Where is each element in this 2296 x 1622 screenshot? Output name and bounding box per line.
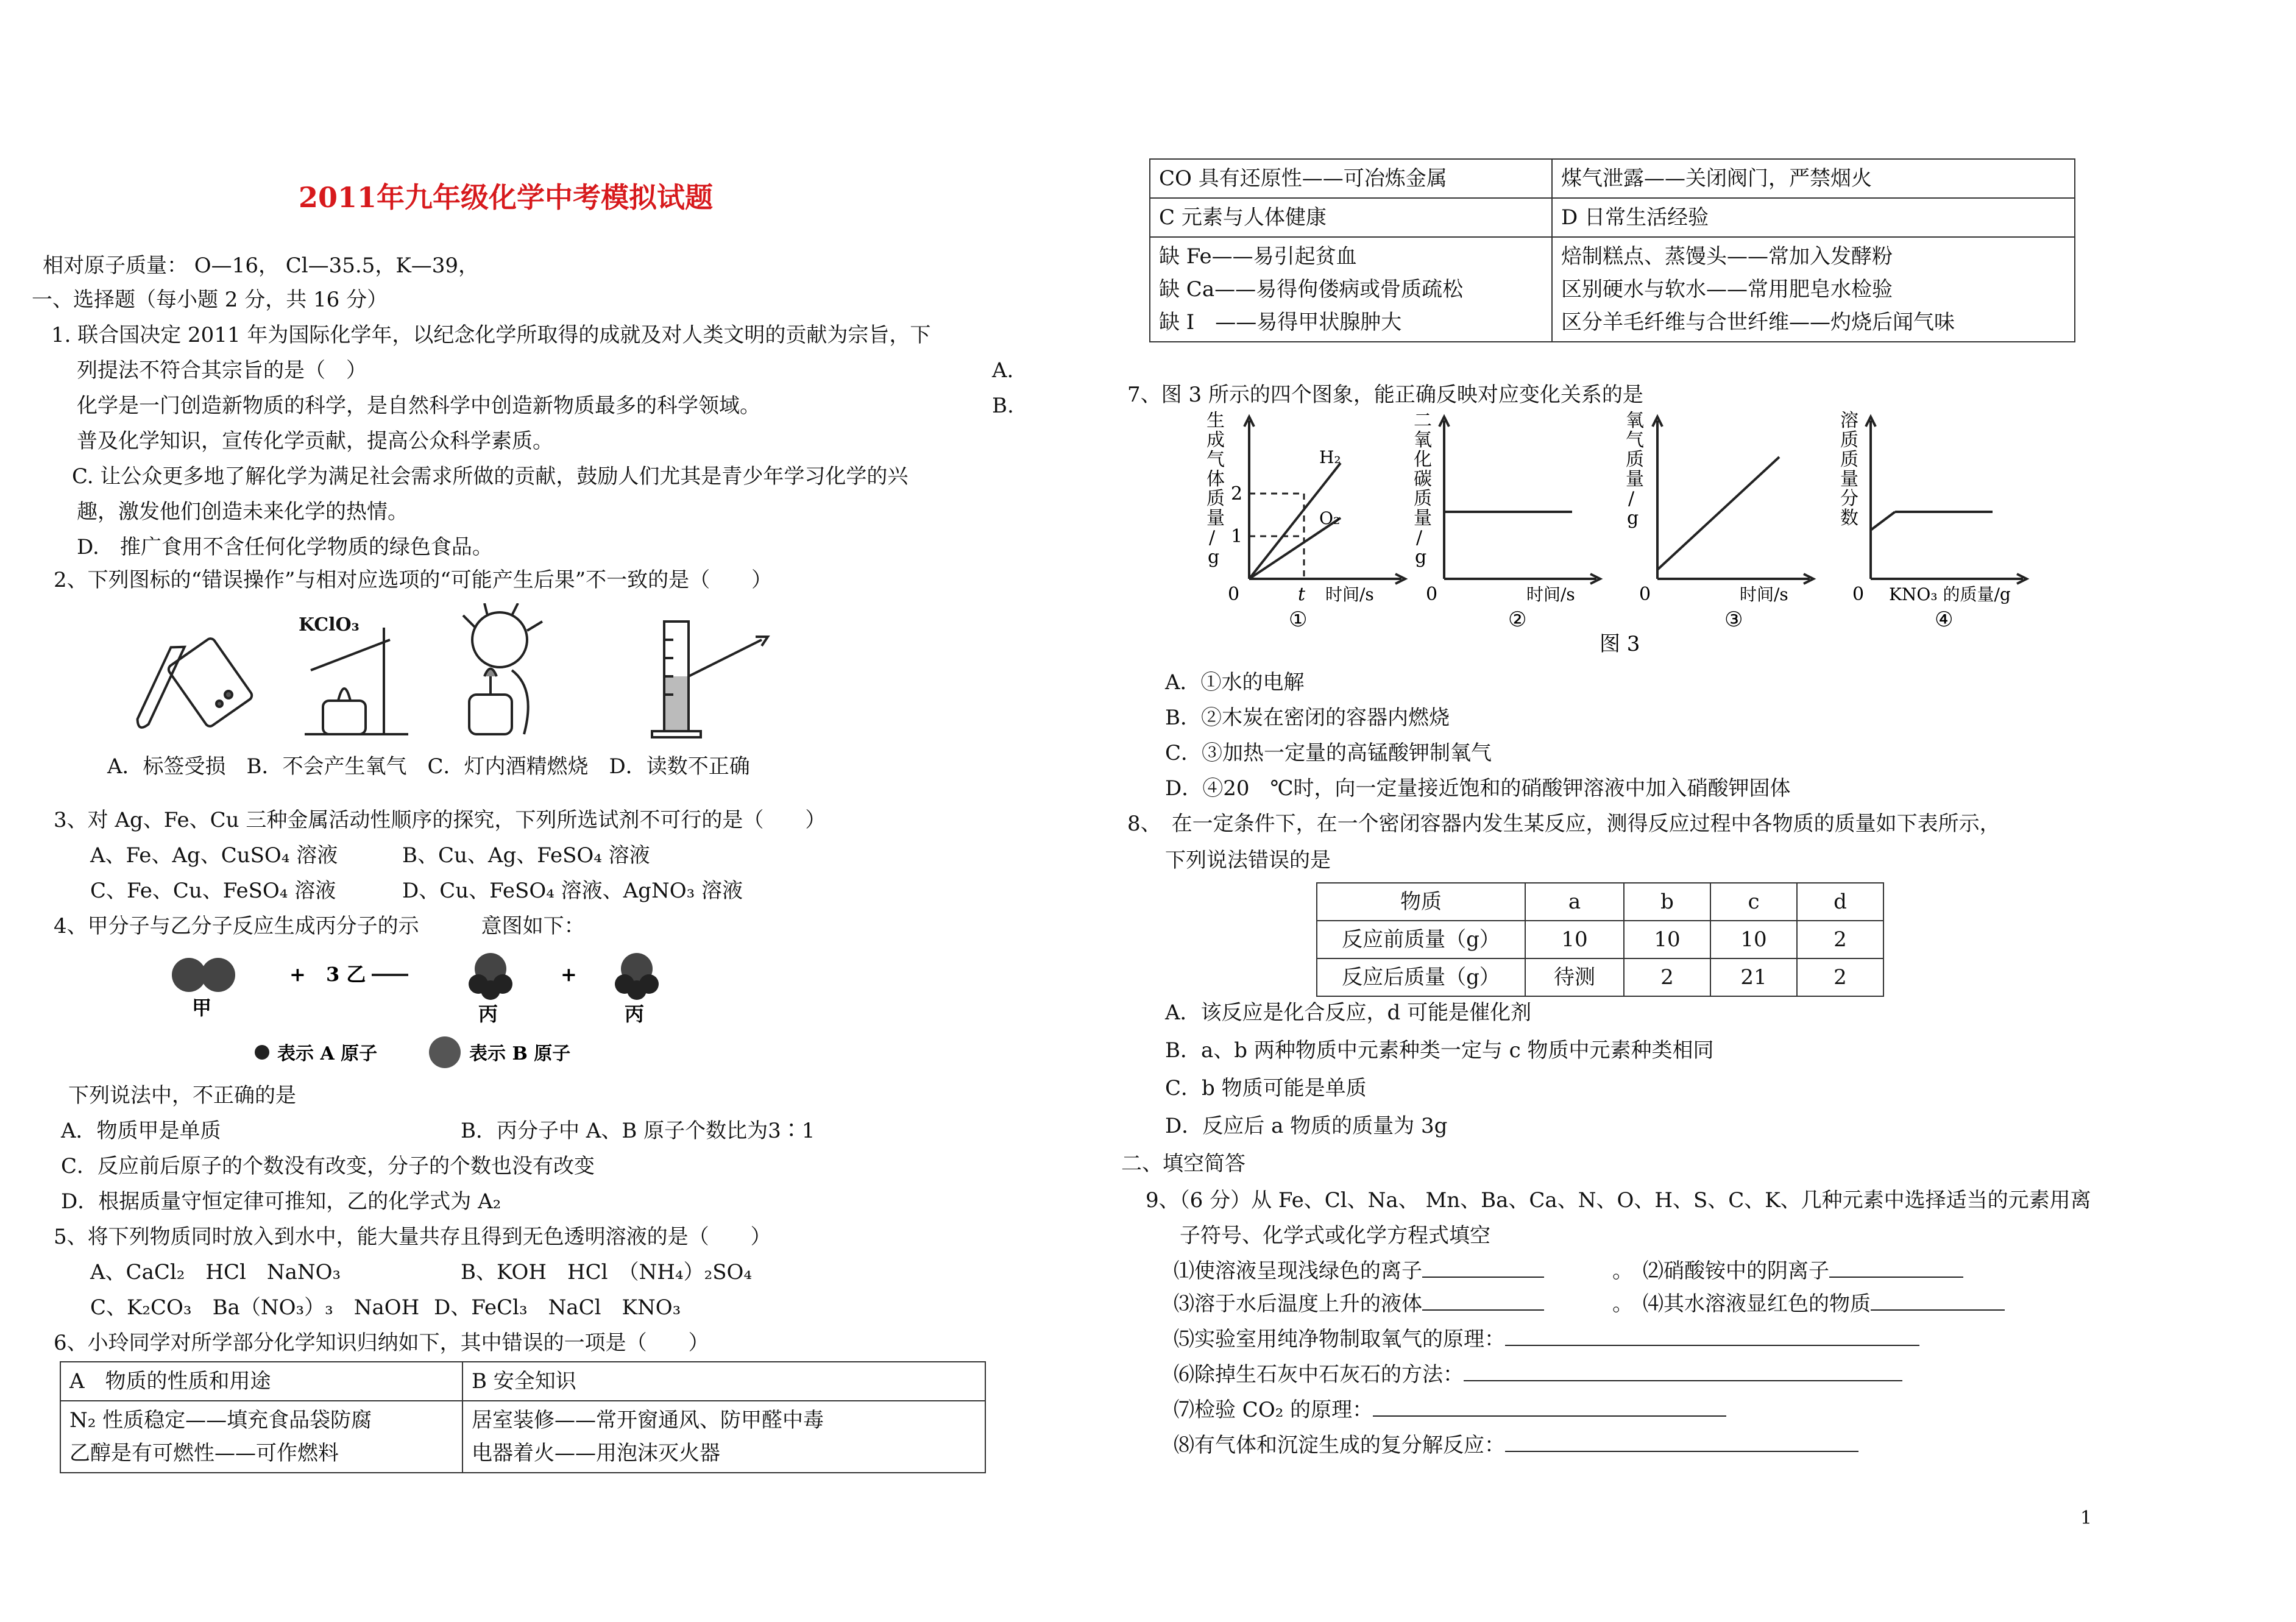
q4-option-b: B．丙分子中 A、B 原子个数比为3∶1 [461,1119,815,1143]
q9-dot: 。 [1612,1292,1633,1316]
table-row [1317,958,1883,996]
answer-blank[interactable] [1464,1362,1902,1381]
svg-text:氧: 氧 [1626,410,1644,431]
q6-cell-line: 缺 Fe——易引起贫血 [1159,244,1357,269]
q4-prompt: 下列说法中，不正确的是 [68,1083,296,1108]
q1-line: 普及化学知识，宣传化学贡献，提高公众科学素质。 [77,429,553,453]
plus-sign: + [561,963,577,986]
q6-cell: 煤气泄露——关闭阀门，严禁烟火 [1552,159,2075,198]
table-cell: 2 [1797,921,1883,958]
q3-option-d: D、Cu、FeSO₄ 溶液、AgNO₃ 溶液 [402,879,743,903]
svg-text:质: 质 [1414,488,1432,509]
graph-1-ylabel-6: 量 [1206,508,1225,529]
q9-stem-line1: 9、（6 分）从 Fe、Cl、Na、 Mn、Ba、Ca、N、O、H、S、C、K、几种元素中选择适当的元素用离 [1146,1188,2091,1213]
table-cell: 10 [1525,921,1624,958]
q7-option-c: C．③加热一定量的高锰酸钾制氧气 [1165,741,1492,765]
page-number: 1 [2080,1507,2092,1529]
q9-item-2 [1643,1258,1963,1284]
graph-2 [1439,417,1600,584]
graph-3-xlabel: 时间/s [1740,584,1788,604]
q4-option-a: A．物质甲是单质 [61,1119,221,1143]
table-cell: 2 [1797,958,1883,996]
table-cell: 反应前质量（g） [1317,921,1525,958]
svg-text:二: 二 [1414,410,1432,431]
svg-text:量: 量 [1414,508,1432,529]
graph-1-number: ① [1289,607,1308,632]
table-cell: 10 [1624,921,1710,958]
answer-blank[interactable] [1373,1397,1726,1417]
svg-text:质: 质 [1840,449,1858,470]
q6-cell [1150,237,1552,342]
q3-stem: 3、对 Ag、Fe、Cu 三种金属活动性顺序的探究，下列所选试剂不可行的是（ ） [54,808,826,832]
legend-b-text: 表示 B 原子 [469,1043,571,1064]
answer-blank[interactable] [1505,1433,1858,1452]
graph-2-xlabel: 时间/s [1526,584,1575,604]
q9-dot: 。 [1612,1259,1633,1283]
q9-item-6 [1174,1361,1902,1388]
table-cell: c [1710,883,1797,921]
q6-cell-line: 缺 I ——易得甲状腺肿大 [1159,310,1402,335]
graph-4-xlabel: KNO₃ 的质量/g [1889,584,2011,604]
label-bing: 丙 [625,1002,645,1025]
graph-1-ylabel-4: 体 [1206,469,1225,490]
table-cell: d [1797,883,1883,921]
section-2-heading: 二、填空简答 [1121,1152,1245,1176]
q5-stem: 5、将下列物质同时放入到水中，能大量共存且得到无色透明溶液的是（ ） [54,1225,771,1249]
answer-blank[interactable] [1829,1258,1963,1278]
q1-line: 列提法不符合其宗旨的是（ ） [77,358,367,383]
graph-4 [1866,417,2027,584]
heating-apparatus-icon [305,628,408,734]
q7-stem: 7、图 3 所示的四个图象，能正确反映对应变化关系的是 [1127,383,1643,407]
q7-option-a: A．①水的电解 [1165,670,1305,695]
table-row [1317,883,1883,921]
q8-option-d: D．反应后 a 物质的质量为 3g [1165,1114,1448,1138]
label-three-yi: 3 乙 [326,963,366,986]
graph-3-number: ③ [1724,607,1743,632]
table-cell: 待测 [1525,958,1624,996]
molecule-jia-icon [172,958,235,992]
graph-3-origin: 0 [1639,584,1651,605]
q6-cell-line: 区别硬水与软水——常用肥皂水检验 [1561,277,1893,302]
q8-option-b: B．a、b 两种物质中元素种类一定与 c 物质中元素种类相同 [1165,1038,1714,1063]
graph-1-tick-2: 2 [1231,483,1243,505]
table-cell: 10 [1710,921,1797,958]
graph-1-h2: H₂ [1319,447,1341,467]
atom-b-legend-icon [429,1036,461,1068]
page-title: 2011年九年级化学中考模拟试题 [299,181,714,214]
q8-option-a: A．该反应是化合反应，d 可能是催化剂 [1165,1000,1532,1025]
svg-text:化: 化 [1414,449,1432,470]
svg-text:数: 数 [1840,508,1858,529]
q6-cell-line: 区分羊毛纤维与合世纤维——灼烧后闻气味 [1561,310,1955,335]
q5-option-d: D、FeCl₃ NaCl KNO₃ [434,1295,681,1320]
svg-text:g: g [1415,547,1427,568]
q7-figure-3 [1194,408,2047,664]
graph-3 [1653,417,1813,584]
graph-4-origin: 0 [1852,584,1865,605]
q6-cell-line: 居室装修——常开窗通风、防甲醛中毒 [472,1408,824,1433]
q1-line: C. 让公众更多地了解化学为满足社会需求所做的贡献，鼓励人们尤其是青少年学习化学的兴 [72,464,909,489]
q9-item-5 [1174,1326,1919,1353]
svg-text:分: 分 [1840,488,1858,509]
plus-sign: + [289,963,306,986]
molecule-bing-icon [469,953,512,1000]
q3-option-c: C、Fe、Cu、FeSO₄ 溶液 [90,879,336,903]
q7-option-d: D．④20 ℃时，向一定量接近饱和的硝酸钾溶液中加入硝酸钾固体 [1165,776,1791,801]
graph-1-ylabel-2: 成 [1206,430,1225,451]
q6-cell: D 日常生活经验 [1552,198,2075,237]
q9-item-1 [1174,1258,1544,1284]
answer-blank[interactable] [1422,1258,1544,1278]
q1-line: D. 推广食用不含任何化学物质的绿色食品。 [77,535,493,559]
alcohol-lamp-girl-icon [463,603,542,734]
graph-1-xlabel: 时间/s [1325,584,1374,604]
q9-item-1-label: ⑴使溶液呈现浅绿色的离子 [1174,1259,1422,1283]
q2-options: A．标签受损 B．不会产生氧气 C．灯内酒精燃烧 D．读数不正确 [107,754,750,779]
graph-1-ylabel-8: g [1208,547,1220,568]
atom-a-legend-icon [255,1045,269,1060]
q1-line: 1. 联合国决定 2011 年为国际化学年，以纪念化学所取得的成就及对人类文明的贡献为宗旨，下 [51,323,931,347]
q3-option-b: B、Cu、Ag、FeSO₄ 溶液 [402,843,650,868]
q6-cell [60,1401,462,1473]
graph-2-number: ② [1508,607,1527,632]
svg-text:g: g [1627,508,1639,529]
q7-option-b: B．②木炭在密闭的容器内燃烧 [1165,706,1450,730]
svg-text:/: / [1416,527,1423,548]
svg-text:/: / [1628,488,1635,509]
q8-stem-line1: 8、 在一定条件下，在一个密闭容器内发生某反应，测得反应过程中各物质的质量如下表所示， [1127,812,2000,836]
svg-text:溶: 溶 [1840,410,1858,431]
table-cell: 物质 [1317,883,1525,921]
q2-stem: 2、下列图标的“错误操作”与相对应选项的“可能产生后果”不一致的是（ ） [54,568,773,592]
q9-item-4-label: ⑷其水溶液显红色的物质 [1643,1292,1871,1316]
section-1-heading: 一、选择题（每小题 2 分，共 16 分） [32,288,388,312]
q9-item-2-label: ⑵硝酸铵中的阴离子 [1643,1259,1829,1283]
q8-mass-table [1316,882,1884,997]
q6-stem: 6、小玲同学对所学部分化学知识归纳如下，其中错误的一项是（ ） [54,1331,709,1355]
q9-stem-line2: 子符号、化学式或化学方程式填空 [1180,1224,1490,1248]
graph-2-origin: 0 [1426,584,1438,605]
molecule-bing-icon [615,953,659,1000]
q9-item-4 [1643,1291,2005,1317]
q6-cell-line: 缺 Ca——易得佝偻病或骨质疏松 [1159,277,1464,302]
q4-option-c: C．反应前后原子的个数没有改变，分子的个数也没有改变 [61,1154,595,1178]
q8-option-c: C．b 物质可能是单质 [1165,1076,1367,1100]
q6-cell [1552,237,2075,342]
q6-table-part1 [60,1361,986,1473]
q8-stem-line2: 下列说法错误的是 [1165,848,1331,873]
q1-option-label: A. [992,358,1014,383]
atomic-mass-note: 相对原子质量： O—16， Cl—35.5，K—39， [43,253,480,278]
q9-item-6-label: ⑹除掉生石灰中石灰石的方法： [1174,1362,1464,1387]
svg-text:气: 气 [1626,430,1644,451]
answer-blank[interactable] [1422,1291,1544,1311]
table-cell: 21 [1710,958,1797,996]
table-cell: 反应后质量（g） [1317,958,1525,996]
q4-option-d: D．根据质量守恒定律可推知，乙的化学式为 A₂ [61,1189,501,1214]
graph-4-number: ④ [1935,607,1954,632]
table-row [1317,921,1883,958]
svg-text:质: 质 [1840,430,1858,451]
q6-cell-line: 乙醇是有可燃性——可作燃料 [69,1441,339,1465]
graph-1-ylabel-5: 质 [1206,488,1225,509]
q9-item-3-label: ⑶溶于水后温度上升的液体 [1174,1292,1422,1316]
graph-1-ylabel-7: / [1209,527,1216,548]
q9-item-8-label: ⑻有气体和沉淀生成的复分解反应： [1174,1433,1505,1457]
q9-item-3 [1174,1291,1544,1317]
answer-blank[interactable] [1505,1326,1919,1346]
graph-1-tick-1: 1 [1231,526,1243,547]
answer-blank[interactable] [1871,1291,2005,1311]
q9-item-5-label: ⑸实验室用纯净物制取氧气的原理： [1174,1327,1505,1351]
table-cell: 2 [1624,958,1710,996]
graph-1-origin: 0 [1228,584,1240,605]
q5-option-a: A、CaCl₂ HCl NaNO₃ [90,1260,341,1284]
graph-1-t-label: t [1298,584,1306,605]
q1-line: 趣，激发他们创造未来化学的热情。 [77,500,408,524]
q2-operation-illustrations [122,603,792,749]
q6-cell-line: 焙制糕点、蒸馒头——常加入发酵粉 [1561,244,1893,269]
graduated-cylinder-icon [652,622,768,737]
table-cell: b [1624,883,1710,921]
q4-molecule-diagram [165,947,689,1069]
q5-option-c: C、K₂CO₃ Ba（NO₃）₃ NaOH [90,1295,420,1320]
q1-option-label: B. [992,394,1014,418]
figure-caption: 图 3 [1600,632,1640,656]
q6-table-part2 [1149,158,2075,342]
q6-cell: CO 具有还原性——可冶炼金属 [1150,159,1552,198]
q6-cell: B 安全知识 [462,1362,985,1401]
q3-option-a: A、Fe、Ag、CuSO₄ 溶液 [90,843,338,868]
table-cell: a [1525,883,1624,921]
q6-cell: A 物质的性质和用途 [60,1362,462,1401]
q9-item-8 [1174,1432,1858,1459]
label-bing: 丙 [478,1002,498,1025]
graph-1 [1244,417,1405,584]
q9-item-7-label: ⑺检验 CO₂ 的原理： [1174,1398,1373,1422]
legend-a-text: 表示 A 原子 [277,1043,378,1064]
q6-cell [462,1401,985,1473]
graph-1-o2: O₂ [1319,508,1341,528]
svg-text:碳: 碳 [1414,469,1432,490]
svg-text:量: 量 [1626,469,1644,490]
label-jia: 甲 [192,996,212,1019]
svg-text:氧: 氧 [1414,430,1432,451]
q9-item-7 [1174,1397,1726,1423]
q5-option-b: B、KOH HCl （NH₄）₂SO₄ [461,1260,752,1284]
kclo3-label: KClO₃ [299,614,360,636]
q1-line: 化学是一门创造新物质的科学，是自然科学中创造新物质最多的科学领域。 [77,394,760,418]
graph-1-ylabel-1: 生 [1206,410,1225,431]
svg-text:质: 质 [1626,449,1644,470]
q4-stem: 4、甲分子与乙分子反应生成丙分子的示 意图如下： [54,914,585,938]
svg-text:量: 量 [1840,469,1858,490]
q6-cell-line: N₂ 性质稳定——填充食品袋防腐 [69,1408,372,1433]
q6-cell-line: 电器着火——用泡沫灭火器 [472,1441,720,1465]
graph-1-ylabel-3: 气 [1206,449,1225,470]
q6-cell: C 元素与人体健康 [1150,198,1552,237]
pouring-bottle-icon [135,637,253,730]
